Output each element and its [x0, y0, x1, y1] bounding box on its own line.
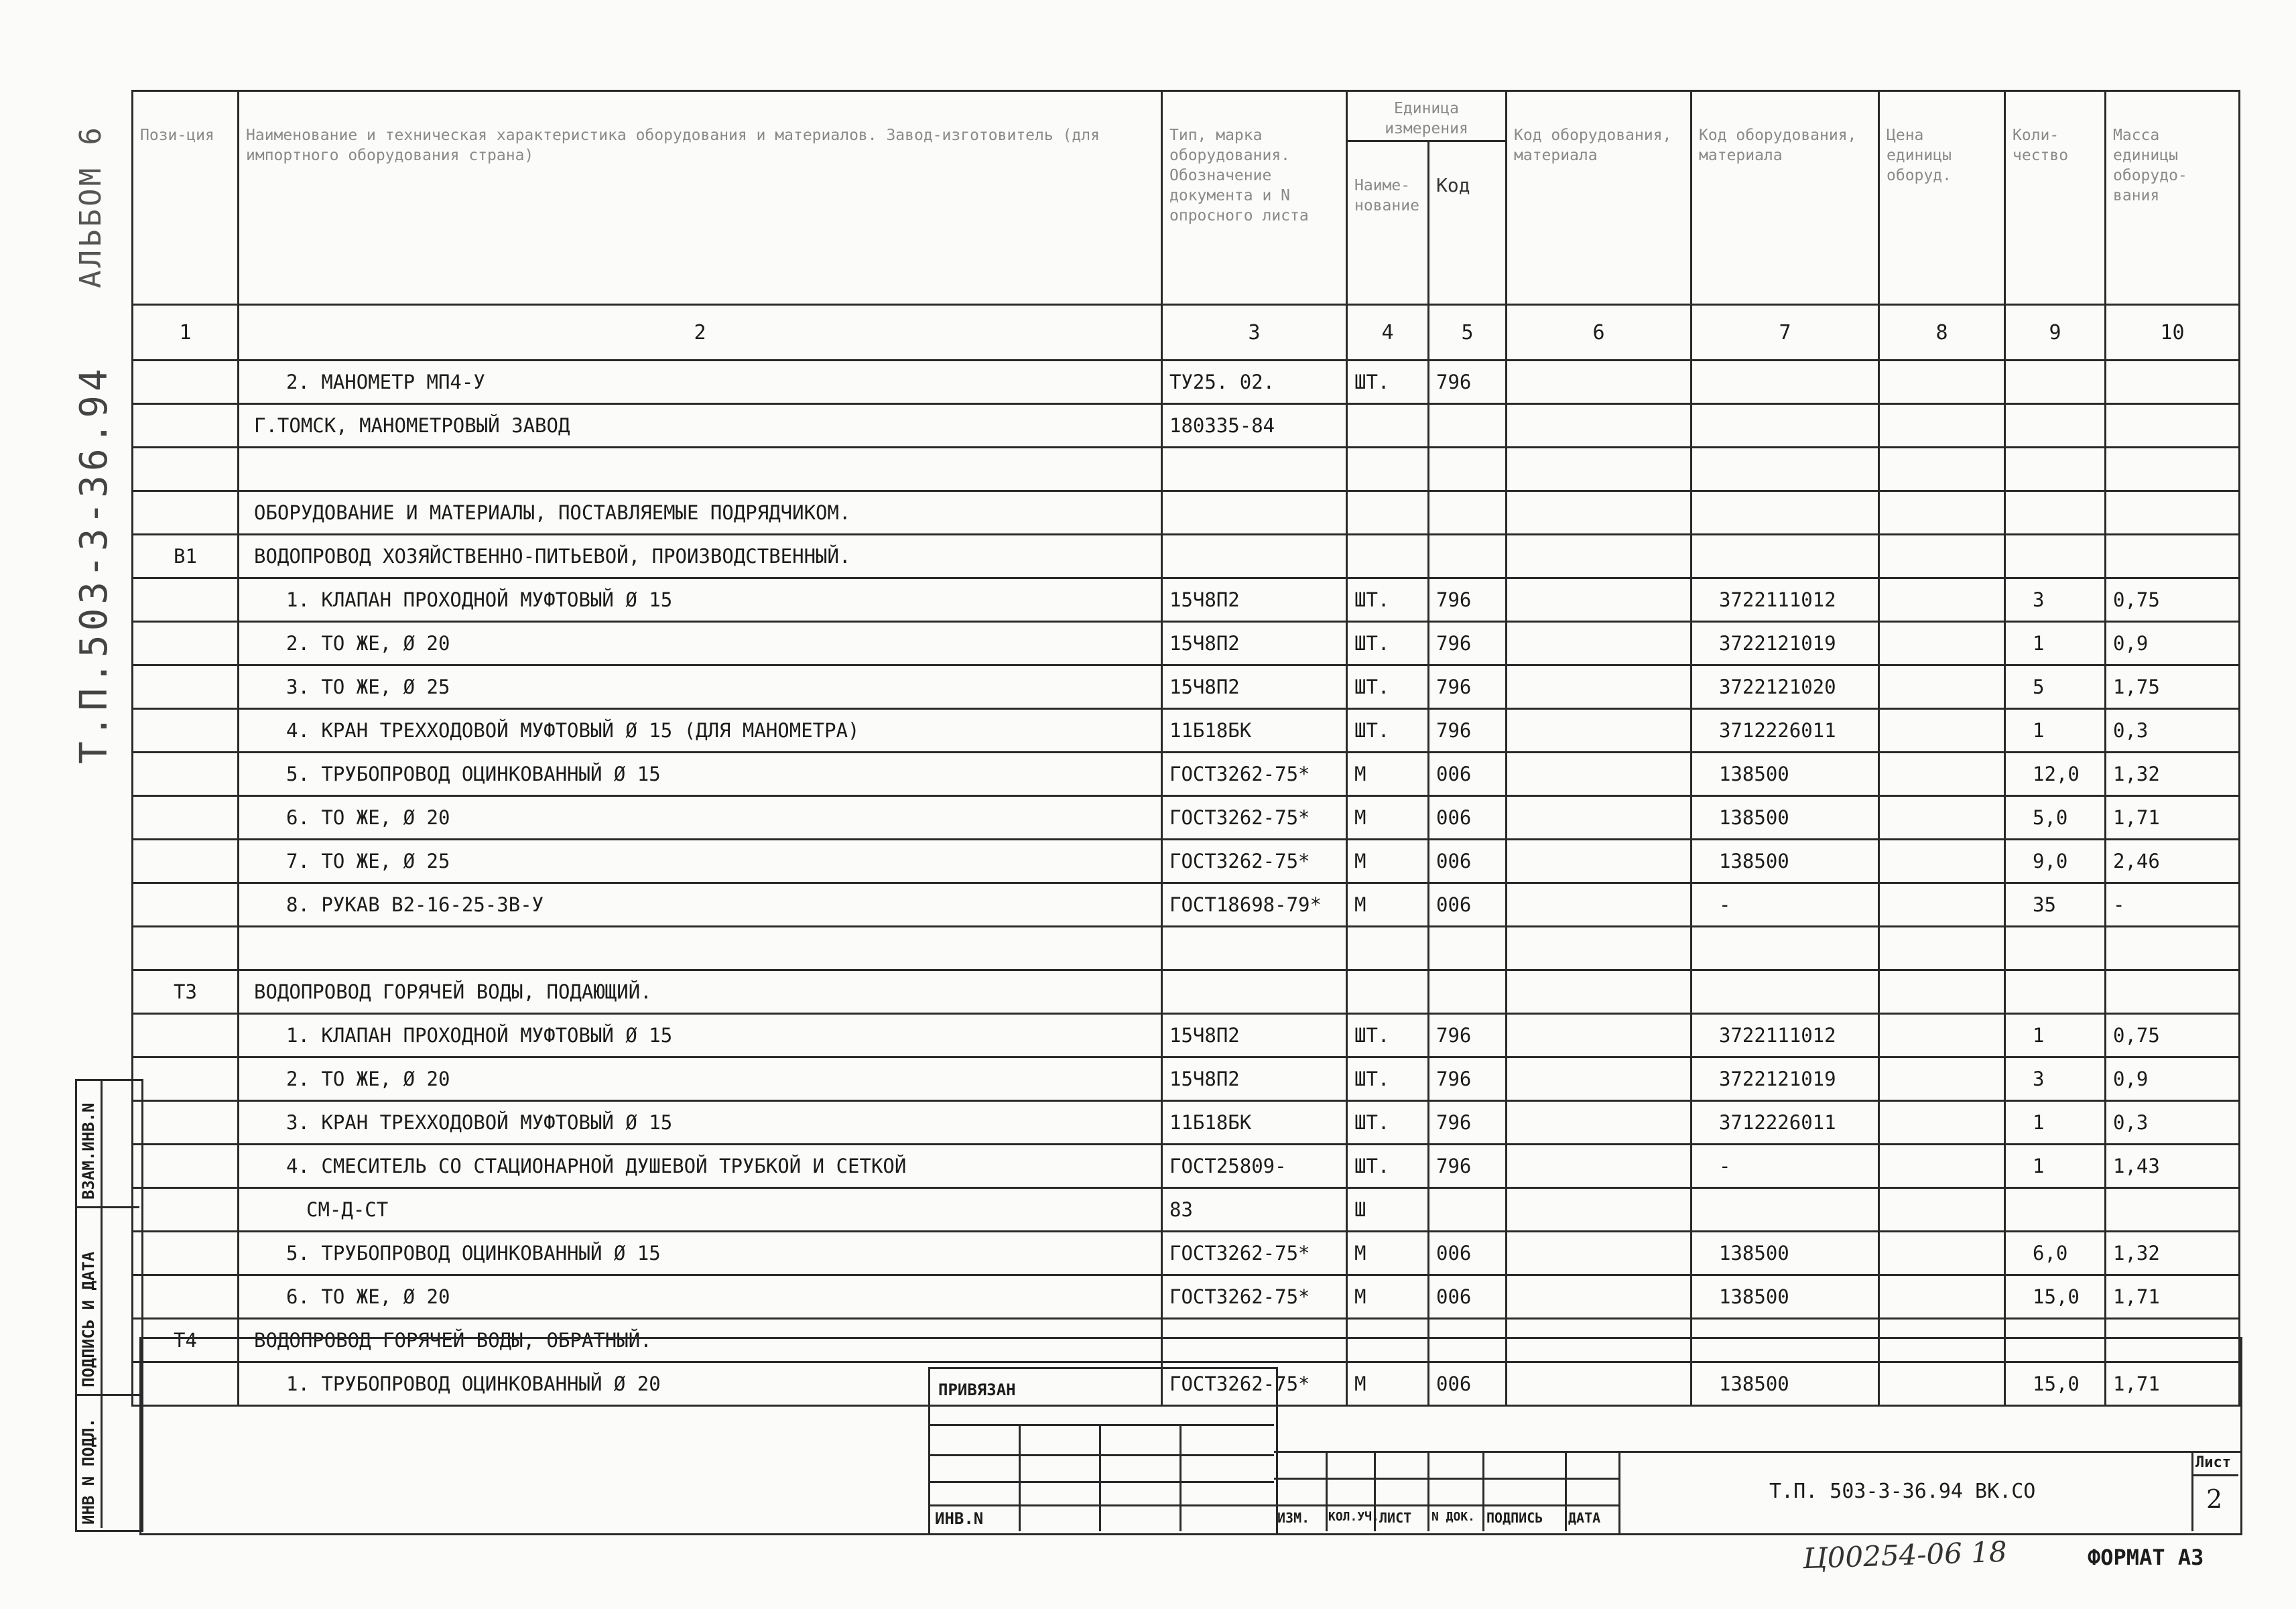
cell-mass: 0,9 [2106, 622, 2240, 665]
cell-position [133, 927, 239, 970]
cell-type: 15Ч8П2 [1162, 622, 1347, 665]
cell-price [1879, 927, 2005, 970]
cell-code6 [1507, 448, 1692, 491]
cell-mass [2106, 1188, 2240, 1232]
cell-okp-code: 138500 [1692, 1275, 1879, 1319]
col-num: 4 [1347, 305, 1429, 361]
cell-okp-code: 3712226011 [1692, 709, 1879, 753]
cell-okp-code: 3722121019 [1692, 622, 1879, 665]
cell-unit-code: 006 [1429, 840, 1507, 883]
cell-qty [2005, 970, 2106, 1014]
cell-unit-code: 796 [1429, 1101, 1507, 1145]
cell-position [133, 404, 239, 448]
cell-unit: ШТ. [1347, 361, 1429, 404]
cell-code6 [1507, 1145, 1692, 1188]
cell-unit-code [1429, 404, 1507, 448]
cell-type: 11Б18БК [1162, 1101, 1347, 1145]
cell-code6 [1507, 1188, 1692, 1232]
cell-price [1879, 883, 2005, 927]
cell-mass: 0,3 [2106, 709, 2240, 753]
sheet-number: 2 [2206, 1484, 2223, 1514]
cell-unit-code: 796 [1429, 1145, 1507, 1188]
column-numbers-row [133, 305, 2240, 361]
table-row [133, 1275, 2240, 1319]
table-row [133, 622, 2240, 665]
cell-type: ГОСТ3262-75* [1162, 1362, 1347, 1406]
cell-unit-code [1429, 448, 1507, 491]
cell-code6 [1507, 709, 1692, 753]
cell-mass: 0,75 [2106, 578, 2240, 622]
cell-name: ВОДОПРОВОД ГОРЯЧЕЙ ВОДЫ, ОБРАТНЫЙ. [239, 1319, 1162, 1362]
cell-code6 [1507, 622, 1692, 665]
cell-name [239, 448, 1162, 491]
table-row [133, 578, 2240, 622]
cell-name [239, 927, 1162, 970]
table-row [133, 709, 2240, 753]
rev-col-list: ЛИСТ [1379, 1510, 1412, 1526]
table-row [133, 927, 2240, 970]
cell-unit [1347, 927, 1429, 970]
col-num: 5 [1429, 305, 1507, 361]
cell-okp-code [1692, 404, 1879, 448]
cell-okp-code [1692, 361, 1879, 404]
cell-mass [2106, 404, 2240, 448]
cell-qty [2005, 491, 2106, 535]
cell-position [133, 796, 239, 840]
cell-okp-code: 138500 [1692, 840, 1879, 883]
cell-price [1879, 1057, 2005, 1101]
cell-unit [1347, 970, 1429, 1014]
cell-name: СМ-Д-СТ [239, 1188, 1162, 1232]
cell-unit-code: 006 [1429, 1275, 1507, 1319]
doc-code: Т.П. 503-3-36.94 ВК.СО [1769, 1480, 2036, 1503]
header-row [133, 91, 2240, 141]
cell-unit: ШТ. [1347, 1014, 1429, 1057]
cell-unit: ШТ. [1347, 1145, 1429, 1188]
cell-position [133, 753, 239, 796]
cell-type: 11Б18БК [1162, 709, 1347, 753]
cell-okp-code: - [1692, 883, 1879, 927]
table-row [133, 1188, 2240, 1232]
table-row [133, 491, 2240, 535]
cell-price [1879, 753, 2005, 796]
cell-qty: 5 [2005, 665, 2106, 709]
cell-unit-code: 006 [1429, 883, 1507, 927]
cell-position: В1 [133, 535, 239, 578]
cell-code6 [1507, 1101, 1692, 1145]
cell-type: 15Ч8П2 [1162, 578, 1347, 622]
cell-qty [2005, 448, 2106, 491]
cell-type: 180335-84 [1162, 404, 1347, 448]
cell-type: 15Ч8П2 [1162, 1014, 1347, 1057]
cell-price [1879, 1145, 2005, 1188]
cell-mass: 0,75 [2106, 1014, 2240, 1057]
cell-name: 5. ТРУБОПРОВОД ОЦИНКОВАННЫЙ Ø 15 [239, 753, 1162, 796]
rev-col-doc: N ДОК. [1431, 1510, 1476, 1524]
cell-position [133, 491, 239, 535]
cell-qty: 15,0 [2005, 1275, 2106, 1319]
cell-unit: ШТ. [1347, 709, 1429, 753]
cell-price [1879, 1188, 2005, 1232]
cell-okp-code [1692, 1188, 1879, 1232]
table-row [133, 970, 2240, 1014]
col-num: 8 [1879, 305, 2005, 361]
cell-okp-code: 138500 [1692, 1232, 1879, 1275]
cell-okp-code: 3722121019 [1692, 1057, 1879, 1101]
album-label: АЛЬБОМ 6 [74, 125, 108, 288]
cell-type: ТУ25. 02. [1162, 361, 1347, 404]
hdr-position: Пози-ция [133, 91, 239, 305]
cell-unit-code: 006 [1429, 753, 1507, 796]
handwritten-number: Ц00254-06 18 [1802, 1535, 2008, 1575]
cell-okp-code: 138500 [1692, 796, 1879, 840]
col-num: 9 [2005, 305, 2106, 361]
inv-label: ИНВ.N [935, 1509, 984, 1528]
cell-type: ГОСТ3262-75* [1162, 1275, 1347, 1319]
cell-price [1879, 796, 2005, 840]
cell-okp-code: 138500 [1692, 753, 1879, 796]
cell-position [133, 1014, 239, 1057]
cell-unit: ШТ. [1347, 1101, 1429, 1145]
cell-name: 5. ТРУБОПРОВОД ОЦИНКОВАННЫЙ Ø 15 [239, 1232, 1162, 1275]
table-row [133, 753, 2240, 796]
hdr-qty: Коли-чество [2005, 91, 2106, 305]
col-num: 1 [133, 305, 239, 361]
sheet-label: Лист [2195, 1454, 2231, 1471]
cell-price [1879, 448, 2005, 491]
rev-col-kol: КОЛ.УЧ. [1328, 1510, 1379, 1524]
cell-type: ГОСТ3262-75* [1162, 796, 1347, 840]
cell-unit-code: 796 [1429, 578, 1507, 622]
cell-unit [1347, 404, 1429, 448]
cell-okp-code: 138500 [1692, 1362, 1879, 1406]
cell-price [1879, 1232, 2005, 1275]
cell-price [1879, 970, 2005, 1014]
cell-unit-code [1429, 491, 1507, 535]
stamp-label-signature: ПОДПИСЬ И ДАТА [79, 1251, 98, 1387]
cell-qty: 1 [2005, 622, 2106, 665]
stamp-label-replace: ВЗАМ.ИНВ.N [79, 1102, 98, 1200]
cell-unit-code: 796 [1429, 1014, 1507, 1057]
cell-name: ВОДОПРОВОД ГОРЯЧЕЙ ВОДЫ, ПОДАЮЩИЙ. [239, 970, 1162, 1014]
cell-code6 [1507, 578, 1692, 622]
cell-position [133, 1275, 239, 1319]
col-num: 2 [239, 305, 1162, 361]
cell-position [133, 622, 239, 665]
cell-unit: М [1347, 796, 1429, 840]
cell-mass [2106, 927, 2240, 970]
cell-type: ГОСТ18698-79* [1162, 883, 1347, 927]
cell-position [133, 1101, 239, 1145]
table-row [133, 1057, 2240, 1101]
col-num: 7 [1692, 305, 1879, 361]
attached-label: ПРИВЯЗАН [938, 1380, 1016, 1399]
cell-code6 [1507, 491, 1692, 535]
cell-qty [2005, 927, 2106, 970]
cell-name: 7. ТО ЖЕ, Ø 25 [239, 840, 1162, 883]
cell-unit-code: 796 [1429, 622, 1507, 665]
cell-name: 2. МАНОМЕТР МП4-У [239, 361, 1162, 404]
cell-code6 [1507, 1014, 1692, 1057]
cell-price [1879, 578, 2005, 622]
hdr-price: Цена единицы оборуд. [1879, 91, 2005, 305]
cell-unit [1347, 491, 1429, 535]
cell-type [1162, 535, 1347, 578]
cell-mass [2106, 491, 2240, 535]
cell-code6 [1507, 1057, 1692, 1101]
cell-unit-code: 006 [1429, 1232, 1507, 1275]
cell-qty [2005, 535, 2106, 578]
table-row [133, 361, 2240, 404]
cell-unit: М [1347, 1362, 1429, 1406]
cell-code6 [1507, 753, 1692, 796]
cell-position [133, 883, 239, 927]
rev-col-izm: ИЗМ. [1277, 1510, 1310, 1526]
col-num: 3 [1162, 305, 1347, 361]
cell-unit [1347, 535, 1429, 578]
cell-code6 [1507, 535, 1692, 578]
cell-type: 83 [1162, 1188, 1347, 1232]
cell-qty: 9,0 [2005, 840, 2106, 883]
cell-position [133, 840, 239, 883]
cell-qty: 35 [2005, 883, 2106, 927]
hdr-code6: Код оборудования, материала [1507, 91, 1692, 305]
table-row [133, 1232, 2240, 1275]
cell-qty: 12,0 [2005, 753, 2106, 796]
cell-name: 3. КРАН ТРЕХХОДОВОЙ МУФТОВЫЙ Ø 15 [239, 1101, 1162, 1145]
cell-qty: 6,0 [2005, 1232, 2106, 1275]
cell-position [133, 1188, 239, 1232]
cell-okp-code: - [1692, 1145, 1879, 1188]
cell-mass [2106, 970, 2240, 1014]
specification-table [131, 90, 2240, 1407]
cell-mass: 1,71 [2106, 1275, 2240, 1319]
cell-unit: М [1347, 1275, 1429, 1319]
table-row [133, 448, 2240, 491]
format-label: ФОРМАТ А3 [2088, 1545, 2204, 1570]
cell-name: Г.ТОМСК, МАНОМЕТРОВЫЙ ЗАВОД [239, 404, 1162, 448]
hdr-unit-group: Единица измерения [1347, 91, 1507, 141]
rev-col-sign: ПОДПИСЬ [1486, 1510, 1543, 1526]
cell-mass [2106, 448, 2240, 491]
cell-unit: М [1347, 840, 1429, 883]
cell-position [133, 709, 239, 753]
cell-type: 15Ч8П2 [1162, 665, 1347, 709]
cell-okp-code [1692, 535, 1879, 578]
cell-type [1162, 970, 1347, 1014]
cell-unit-code: 796 [1429, 361, 1507, 404]
cell-code6 [1507, 883, 1692, 927]
cell-mass [2106, 361, 2240, 404]
hdr-code7: Код оборудования, материала [1692, 91, 1879, 305]
cell-name: 6. ТО ЖЕ, Ø 20 [239, 1275, 1162, 1319]
cell-price [1879, 1275, 2005, 1319]
cell-price [1879, 491, 2005, 535]
cell-unit-code [1429, 927, 1507, 970]
cell-unit-code: 796 [1429, 665, 1507, 709]
cell-code6 [1507, 1232, 1692, 1275]
cell-code6 [1507, 1275, 1692, 1319]
cell-name: 1. КЛАПАН ПРОХОДНОЙ МУФТОВЫЙ Ø 15 [239, 578, 1162, 622]
cell-qty: 3 [2005, 1057, 2106, 1101]
cell-type: ГОСТ3262-75* [1162, 1232, 1347, 1275]
cell-unit-code [1429, 970, 1507, 1014]
cell-unit-code [1429, 1188, 1507, 1232]
table-row [133, 535, 2240, 578]
cell-qty: 5,0 [2005, 796, 2106, 840]
cell-type [1162, 448, 1347, 491]
cell-qty [2005, 404, 2106, 448]
cell-unit: ШТ. [1347, 622, 1429, 665]
cell-name: ОБОРУДОВАНИЕ И МАТЕРИАЛЫ, ПОСТАВЛЯЕМЫЕ ПОДРЯДЧИКОМ. [239, 491, 1162, 535]
table-row [133, 404, 2240, 448]
cell-okp-code: 3722111012 [1692, 1014, 1879, 1057]
cell-name: 8. РУКАВ В2-16-25-ЗВ-У [239, 883, 1162, 927]
cell-type: 15Ч8П2 [1162, 1057, 1347, 1101]
cell-unit: М [1347, 883, 1429, 927]
cell-code6 [1507, 665, 1692, 709]
table-row [133, 1014, 2240, 1057]
cell-mass [2106, 535, 2240, 578]
cell-qty: 1 [2005, 1101, 2106, 1145]
hdr-unit-code: Код [1429, 141, 1507, 305]
cell-okp-code: 3712226011 [1692, 1101, 1879, 1145]
cell-qty: 15,0 [2005, 1362, 2106, 1406]
cell-name: 2. ТО ЖЕ, Ø 20 [239, 1057, 1162, 1101]
cell-qty: 1 [2005, 1145, 2106, 1188]
cell-price [1879, 709, 2005, 753]
cell-okp-code [1692, 927, 1879, 970]
cell-price [1879, 361, 2005, 404]
cell-mass: 1,75 [2106, 665, 2240, 709]
table-row [133, 1145, 2240, 1188]
cell-okp-code: 3722111012 [1692, 578, 1879, 622]
cell-qty: 1 [2005, 1014, 2106, 1057]
cell-unit [1347, 448, 1429, 491]
cell-position [133, 578, 239, 622]
cell-name: ВОДОПРОВОД ХОЗЯЙСТВЕННО-ПИТЬЕВОЙ, ПРОИЗВОДСТВЕННЫЙ. [239, 535, 1162, 578]
cell-type [1162, 491, 1347, 535]
hdr-type: Тип, марка оборудования. Обозначение документа и N опросного листа [1162, 91, 1347, 305]
table-row [133, 1101, 2240, 1145]
cell-type [1162, 927, 1347, 970]
cell-mass: 1,32 [2106, 753, 2240, 796]
table-row [133, 665, 2240, 709]
cell-position [133, 665, 239, 709]
cell-name: 1. КЛАПАН ПРОХОДНОЙ МУФТОВЫЙ Ø 15 [239, 1014, 1162, 1057]
cell-name: 6. ТО ЖЕ, Ø 20 [239, 796, 1162, 840]
cell-unit: ШТ. [1347, 665, 1429, 709]
cell-price [1879, 404, 2005, 448]
cell-mass: 0,3 [2106, 1101, 2240, 1145]
cell-qty: 1 [2005, 709, 2106, 753]
cell-type: ГОСТ3262-75* [1162, 840, 1347, 883]
cell-unit: Ш [1347, 1188, 1429, 1232]
cell-qty: 3 [2005, 578, 2106, 622]
cell-unit-code: 796 [1429, 1057, 1507, 1101]
stamp-label-inv: ИНВ N ПОДЛ. [79, 1418, 98, 1525]
cell-type: ГОСТ3262-75* [1162, 753, 1347, 796]
cell-qty [2005, 1188, 2106, 1232]
cell-unit: ШТ. [1347, 1057, 1429, 1101]
cell-okp-code [1692, 491, 1879, 535]
cell-type: ГОСТ25809- [1162, 1145, 1347, 1188]
cell-code6 [1507, 970, 1692, 1014]
cell-mass: 1,71 [2106, 1362, 2240, 1406]
cell-name: 4. СМЕСИТЕЛЬ СО СТАЦИОНАРНОЙ ДУШЕВОЙ ТРУБКОЙ И СЕТКОЙ [239, 1145, 1162, 1188]
cell-price [1879, 1014, 2005, 1057]
cell-code6 [1507, 796, 1692, 840]
cell-price [1879, 535, 2005, 578]
cell-unit: М [1347, 753, 1429, 796]
project-number-vertical: Т.П.503-3-36.94 [72, 365, 116, 764]
cell-mass: 1,32 [2106, 1232, 2240, 1275]
cell-unit: ШТ. [1347, 578, 1429, 622]
cell-price [1879, 840, 2005, 883]
cell-mass: 1,71 [2106, 796, 2240, 840]
cell-unit-code [1429, 535, 1507, 578]
cell-position: Т4 [133, 1319, 239, 1362]
cell-unit: М [1347, 1232, 1429, 1275]
cell-position [133, 448, 239, 491]
cell-code6 [1507, 361, 1692, 404]
cell-position [133, 361, 239, 404]
cell-okp-code [1692, 970, 1879, 1014]
cell-name: 3. ТО ЖЕ, Ø 25 [239, 665, 1162, 709]
cell-name: 2. ТО ЖЕ, Ø 20 [239, 622, 1162, 665]
hdr-name: Наименование и техническая характеристика оборудования и материалов. Завод-изготовитель (для импортного оборудования страна) [239, 91, 1162, 305]
cell-price [1879, 665, 2005, 709]
cell-mass: 2,46 [2106, 840, 2240, 883]
cell-position [133, 1232, 239, 1275]
cell-mass: - [2106, 883, 2240, 927]
cell-okp-code: 3722121020 [1692, 665, 1879, 709]
cell-unit-code: 006 [1429, 796, 1507, 840]
table-row [133, 840, 2240, 883]
hdr-unit-name: Наиме-нование [1347, 141, 1429, 305]
cell-mass: 1,43 [2106, 1145, 2240, 1188]
cell-mass: 0,9 [2106, 1057, 2240, 1101]
cell-price [1879, 1101, 2005, 1145]
col-num: 6 [1507, 305, 1692, 361]
cell-unit-code: 006 [1429, 1362, 1507, 1406]
cell-position [133, 1145, 239, 1188]
cell-qty [2005, 361, 2106, 404]
hdr-mass: Масса единицы оборудо-вания [2106, 91, 2240, 305]
cell-price [1879, 622, 2005, 665]
cell-name: 4. КРАН ТРЕХХОДОВОЙ МУФТОВЫЙ Ø 15 (ДЛЯ МАНОМЕТРА) [239, 709, 1162, 753]
col-num: 10 [2106, 305, 2240, 361]
cell-position: Т3 [133, 970, 239, 1014]
table-row [133, 796, 2240, 840]
cell-code6 [1507, 404, 1692, 448]
table-row [133, 883, 2240, 927]
cell-okp-code [1692, 448, 1879, 491]
cell-position [133, 1057, 239, 1101]
cell-code6 [1507, 927, 1692, 970]
rev-col-date: ДАТА [1568, 1510, 1601, 1526]
cell-code6 [1507, 840, 1692, 883]
cell-unit-code: 796 [1429, 709, 1507, 753]
cell-name: 1. ТРУБОПРОВОД ОЦИНКОВАННЫЙ Ø 20 [239, 1362, 1162, 1406]
